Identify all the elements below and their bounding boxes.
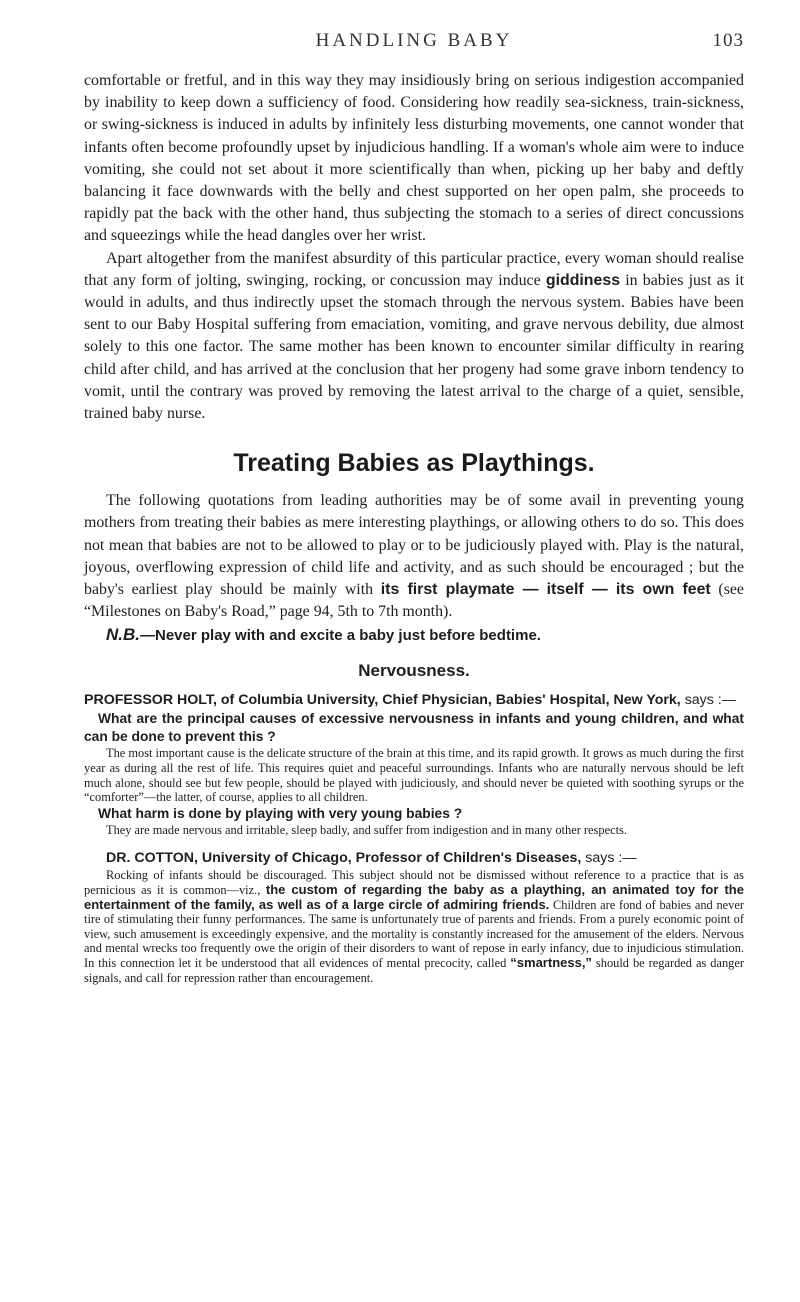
nb-label: N.B.: [106, 625, 140, 645]
text-span: in babies just as it would in adults, and thus indirectly upset the stomach through the nervous system. Babies have been sent to our Baby Hospital suffering from emaciation, vomiting, and grave nervous debility, due almost solely to this one factor. The same mother has been known to encounter similar difficulty in rearing child after child, and has arrived at the conclusion that her progeny had some grave inborn tendency to vomit, until the contrary was proved by removing the latest arrival to the charge of a quiet, sensible, trained baby nurse.: [84, 271, 744, 423]
emphasis-plaything: the custom of regarding the baby as a plaything, an animated toy for the entertainment of the family, as well as of a large circle of admiring friends.: [84, 882, 744, 912]
cotton-intro: [84, 849, 744, 868]
emphasis-smartness: “smartness,”: [510, 955, 592, 970]
nb-text: —Never play with and excite a baby just before bedtime.: [140, 627, 541, 645]
paragraph-giddiness: [84, 248, 744, 426]
holt-intro: [84, 691, 744, 710]
text-span: says :—: [680, 692, 736, 709]
text-span: Children are fond of babies and never tire of stimulating their funny performances. The same is unfortunately true of parents and friends. From a purely economic point of view, such amusement is exceedingly expensive, and the mortality is constantly increased for the amusement of the elders. Nervous and mental wrecks too frequently owe the origin of their disorders to want of repose in early infancy, due to injudicious stimulation. In this connection let it be understood that all evidences of mental precocity, called: [84, 897, 744, 970]
page-number: 103: [712, 30, 744, 51]
text-span: Apart altogether from the manifest absurdity of this particular practice, every woman should realise that any form of jolting, swinging, rocking, or concussion may induce: [84, 249, 744, 289]
nb-note: [106, 625, 744, 645]
running-head: [84, 30, 744, 70]
running-title: HANDLING BABY: [315, 30, 513, 51]
text-span: Rocking of infants should be discouraged. This subject should not be dismissed without reference to a practice that is as pernicious as it is common—viz.,: [84, 868, 744, 898]
answer-2: They are made nervous and irritable, sleep badly, and suffer from indigestion and in many other respects.: [106, 822, 627, 837]
text-span: says :—: [581, 850, 637, 867]
cotton-attribution: DR. COTTON, University of Chicago, Professor of Children's Diseases,: [106, 850, 582, 867]
answer-1: The most important cause is the delicate structure of the brain at this time, and its rapid growth. It grows as much during the first year as during all the rest of life. This requires quiet and peaceful surroundings. Infants who are naturally nervous should be left much alone, should see but few people, should be played with judiciously, and should never be quieted with soothing syrups or the “comforter”—the latter, of course, applies to all children.: [84, 746, 744, 805]
section-heading-nervousness: Nervousness.: [358, 661, 470, 681]
paragraph-playthings: [84, 490, 744, 623]
paragraph-handling: comfortable or fretful, and in this way they may insidiously bring on serious indigestion accompanied by inability to keep down a sufficiency of food. Considering how readily sea-sickness, train-sickness, or swing-sickness is induced in adults by infinitely less disturbing movements, one cannot wonder that infants often become profoundly upset by injudicious handling. If a woman's whole aim were to induce vomiting, she could not set about it more scientifically than when, picking up her baby and deftly balancing it face downwards with the belly and chest supported on her open palm, she proceeds to rapidly pat the back with the other hand, thus subjecting the stomach to a series of direct concussions and squeezings while the head dangles over her wrist.: [84, 72, 744, 245]
emphasis-playmate: its first playmate — itself — its own feet: [380, 581, 711, 599]
text-span: The following quotations from leading authorities may be of some avail in preventing young mothers from treating their babies as mere interesting playthings, or allowing others to do so. This does not mean that babies are not to be allowed to play or to be judiciously played with. Play is the natural, joyous, overflowing expression of child life and activity, and as such should be encouraged ; but the baby's earliest play should be mainly with: [84, 492, 744, 599]
text-span: should be regarded as danger signals, and call for repression rather than encouragement.: [84, 956, 744, 985]
cotton-quote: [84, 868, 744, 985]
question-1: What are the principal causes of excessive nervousness in infants and young children, and what can be done to prevent this ?: [84, 711, 744, 745]
book-page: [84, 0, 744, 985]
section-heading-playthings: Treating Babies as Playthings.: [233, 449, 595, 478]
emphasis-giddiness: giddiness: [545, 271, 621, 289]
holt-attribution: PROFESSOR HOLT, of Columbia University, Chief Physician, Babies' Hospital, New York,: [84, 692, 681, 709]
question-2: What harm is done by playing with very young babies ?: [98, 805, 463, 821]
text-span: (see “Milestones on Baby's Road,” page 94, 5th to 7th month).: [84, 581, 744, 621]
